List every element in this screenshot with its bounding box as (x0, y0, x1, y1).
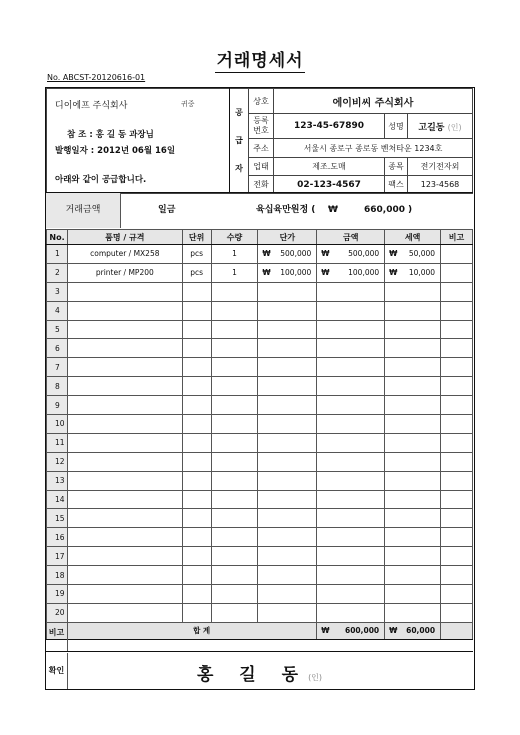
row-tax (385, 528, 441, 547)
row-qty (211, 433, 258, 452)
row-amount (317, 566, 385, 585)
table-row (47, 320, 473, 339)
row-qty (211, 547, 258, 566)
col-unit: 단위 (182, 230, 211, 245)
table-row (47, 396, 473, 415)
row-tax (385, 339, 441, 358)
row-tax (385, 377, 441, 396)
row-no: 20 (47, 603, 68, 622)
row-name: printer / MP200 (67, 263, 182, 282)
amount-value: 660,000 (364, 205, 405, 215)
biz-item-label: 종목 (385, 158, 408, 176)
row-unit (182, 471, 211, 490)
amount-won: ₩ (328, 205, 338, 215)
row-price (258, 339, 317, 358)
rep-label: 성명 (385, 114, 408, 139)
row-note (441, 415, 473, 434)
row-unit: pcs (182, 245, 211, 264)
row-tax (385, 490, 441, 509)
row-note (441, 433, 473, 452)
row-tax (385, 320, 441, 339)
row-tax (385, 282, 441, 301)
row-price (258, 433, 317, 452)
row-name (67, 282, 182, 301)
table-row (47, 452, 473, 471)
row-amount (317, 320, 385, 339)
row-name (67, 490, 182, 509)
row-note (441, 396, 473, 415)
row-price (258, 301, 317, 320)
row-price (258, 415, 317, 434)
row-amount (317, 377, 385, 396)
table-row (47, 433, 473, 452)
header-table (46, 88, 473, 194)
row-amount (317, 415, 385, 434)
row-note (441, 566, 473, 585)
row-name (67, 528, 182, 547)
row-name: computer / MX258 (67, 245, 182, 264)
row-amount (317, 471, 385, 490)
total-amount-cell: ₩ 600,000 (317, 622, 385, 639)
row-unit (182, 528, 211, 547)
row-note (441, 509, 473, 528)
row-unit (182, 433, 211, 452)
fax-label: 팩스 (385, 176, 408, 194)
buyer-suffix: 귀중 (181, 100, 195, 108)
col-note: 비고 (441, 230, 473, 245)
row-no: 2 (47, 263, 68, 282)
rep-name: 고길동 (418, 122, 445, 133)
row-name (67, 358, 182, 377)
row-amount (317, 433, 385, 452)
row-note (441, 471, 473, 490)
row-no: 3 (47, 282, 68, 301)
row-price (258, 509, 317, 528)
row-tax: ₩ 10,000 (385, 263, 441, 282)
remark-label: 비고 (46, 615, 68, 651)
row-unit: pcs (182, 263, 211, 282)
row-name (67, 547, 182, 566)
amount-prefix: 일금 (158, 205, 176, 215)
tel: 02-123-4567 (274, 176, 385, 194)
biz-type: 제조.도매 (274, 158, 385, 176)
row-note (441, 301, 473, 320)
row-amount (317, 547, 385, 566)
amount-label: 거래금액 (46, 193, 121, 228)
amount-korean: 육십육만원정 ( (256, 205, 316, 215)
row-qty (211, 282, 258, 301)
row-no: 11 (47, 433, 68, 452)
row-qty: 1 (211, 263, 258, 282)
row-name (67, 396, 182, 415)
row-amount (317, 585, 385, 604)
table-row (47, 301, 473, 320)
row-tax (385, 547, 441, 566)
row-unit (182, 509, 211, 528)
document-number: No. ABCST-20120616-01 (47, 73, 146, 82)
table-row (47, 509, 473, 528)
row-no: 1 (47, 245, 68, 264)
col-qty: 수량 (211, 230, 258, 245)
row-name (67, 471, 182, 490)
row-note (441, 339, 473, 358)
row-tax (385, 585, 441, 604)
reg-no: 123-45-67890 (274, 114, 385, 139)
row-name (67, 301, 182, 320)
table-row (47, 339, 473, 358)
row-qty (211, 528, 258, 547)
row-name (67, 320, 182, 339)
table-row (47, 377, 473, 396)
table-row (47, 358, 473, 377)
address-label: 주소 (249, 139, 274, 158)
row-price (258, 377, 317, 396)
row-no: 16 (47, 528, 68, 547)
row-name (67, 509, 182, 528)
fax: 123-4568 (408, 176, 473, 194)
row-price (258, 585, 317, 604)
row-price (258, 452, 317, 471)
row-no: 14 (47, 490, 68, 509)
row-note (441, 320, 473, 339)
row-qty (211, 452, 258, 471)
total-amount: 600,000 (344, 626, 380, 636)
row-note (441, 282, 473, 301)
row-tax (385, 471, 441, 490)
confirm-signature (46, 660, 473, 685)
supplier-address: 서울시 종로구 종로동 벤처타운 1234호 (274, 139, 473, 158)
row-qty (211, 471, 258, 490)
table-row (47, 547, 473, 566)
row-qty (211, 509, 258, 528)
col-name: 품명 / 규격 (67, 230, 182, 245)
row-note (441, 585, 473, 604)
row-price (258, 566, 317, 585)
table-row (47, 471, 473, 490)
table-row (47, 566, 473, 585)
row-no: 8 (47, 377, 68, 396)
table-row (47, 490, 473, 509)
row-amount (317, 301, 385, 320)
buyer-company: 디이에프 주식회사 (55, 101, 128, 111)
row-amount (317, 490, 385, 509)
buyer-block (47, 89, 230, 194)
row-qty (211, 396, 258, 415)
row-amount (317, 509, 385, 528)
row-price (258, 471, 317, 490)
row-name (67, 433, 182, 452)
row-no: 4 (47, 301, 68, 320)
row-qty (211, 358, 258, 377)
row-qty (211, 339, 258, 358)
row-amount (317, 452, 385, 471)
row-unit (182, 490, 211, 509)
row-no: 15 (47, 509, 68, 528)
row-tax (385, 415, 441, 434)
row-note (441, 547, 473, 566)
row-amount (317, 339, 385, 358)
col-no: No. (47, 230, 68, 245)
biz-type-label: 업태 (249, 158, 274, 176)
row-amount (317, 396, 385, 415)
row-tax (385, 396, 441, 415)
row-price (258, 547, 317, 566)
col-amount: 금액 (317, 230, 385, 245)
table-row (47, 528, 473, 547)
row-no: 18 (47, 566, 68, 585)
row-no: 7 (47, 358, 68, 377)
row-note (441, 263, 473, 282)
row-note (441, 490, 473, 509)
table-row (47, 263, 473, 282)
row-unit (182, 301, 211, 320)
row-tax (385, 509, 441, 528)
row-note (441, 528, 473, 547)
amount-close: ) (408, 205, 413, 215)
row-unit (182, 566, 211, 585)
row-tax (385, 301, 441, 320)
row-no: 13 (47, 471, 68, 490)
row-no: 19 (47, 585, 68, 604)
row-no: 9 (47, 396, 68, 415)
row-no: 12 (47, 452, 68, 471)
row-amount: ₩ 100,000 (317, 263, 385, 282)
row-unit (182, 415, 211, 434)
row-tax (385, 452, 441, 471)
row-price (258, 528, 317, 547)
row-no: 5 (47, 320, 68, 339)
remark-row (46, 615, 473, 652)
row-name (67, 339, 182, 358)
row-amount (317, 282, 385, 301)
confirm-seal: (인) (308, 673, 323, 682)
row-note (441, 377, 473, 396)
name-label: 상호 (249, 89, 274, 114)
row-note (441, 245, 473, 264)
tel-label: 전화 (249, 176, 274, 194)
col-price: 단가 (258, 230, 317, 245)
table-row (47, 245, 473, 264)
row-qty (211, 320, 258, 339)
row-qty (211, 301, 258, 320)
row-qty: 1 (211, 245, 258, 264)
row-unit (182, 358, 211, 377)
rep-name-cell (408, 114, 473, 139)
confirm-label: 확인 (46, 653, 68, 689)
row-amount (317, 528, 385, 547)
row-no: 10 (47, 415, 68, 434)
invoice-frame (45, 87, 475, 690)
row-price (258, 282, 317, 301)
amount-row (46, 192, 473, 231)
table-row (47, 415, 473, 434)
supplier-side-label: 공 급 자 (230, 89, 249, 194)
row-no: 6 (47, 339, 68, 358)
confirm-row (46, 653, 473, 689)
row-unit (182, 396, 211, 415)
document-title: 거래명세서 (216, 51, 304, 71)
row-unit (182, 282, 211, 301)
supplier-name: 에이비씨 주식회사 (274, 89, 473, 114)
row-price: ₩ 500,000 (258, 245, 317, 264)
row-price (258, 490, 317, 509)
row-name (67, 377, 182, 396)
row-name (67, 415, 182, 434)
total-tax: 60,000 (406, 626, 436, 636)
row-qty (211, 490, 258, 509)
row-name (67, 585, 182, 604)
reg-no-label: 등록 번호 (249, 114, 274, 139)
confirm-name: 홍 길 동 (196, 665, 309, 685)
row-qty (211, 585, 258, 604)
row-name (67, 566, 182, 585)
total-label: 합 계 (47, 622, 317, 639)
row-price (258, 320, 317, 339)
buyer-reference: 참 조 : 홍 길 동 과장님 (67, 130, 154, 140)
row-name (67, 452, 182, 471)
row-price (258, 358, 317, 377)
row-note (441, 358, 473, 377)
row-no: 17 (47, 547, 68, 566)
row-price (258, 396, 317, 415)
row-amount: ₩ 500,000 (317, 245, 385, 264)
row-tax (385, 358, 441, 377)
items-table (46, 229, 473, 640)
row-qty (211, 415, 258, 434)
row-unit (182, 377, 211, 396)
row-price: ₩ 100,000 (258, 263, 317, 282)
row-qty (211, 377, 258, 396)
total-tax-cell: ₩ 60,000 (385, 622, 441, 639)
row-unit (182, 547, 211, 566)
row-unit (182, 339, 211, 358)
row-unit (182, 452, 211, 471)
supply-note: 아래와 같이 공급합니다. (55, 175, 147, 185)
row-tax (385, 433, 441, 452)
row-unit (182, 320, 211, 339)
table-row (47, 282, 473, 301)
col-tax: 세액 (385, 230, 441, 245)
row-tax: ₩ 50,000 (385, 245, 441, 264)
item-rows (47, 245, 473, 623)
table-row (47, 585, 473, 604)
row-note (441, 452, 473, 471)
rep-seal: (인) (447, 122, 462, 132)
row-amount (317, 358, 385, 377)
items-header (47, 230, 473, 245)
biz-item: 전기전자외 (408, 158, 473, 176)
issue-date: 발행일자 : 2012년 06월 16일 (55, 146, 176, 156)
row-unit (182, 585, 211, 604)
row-qty (211, 566, 258, 585)
row-tax (385, 566, 441, 585)
